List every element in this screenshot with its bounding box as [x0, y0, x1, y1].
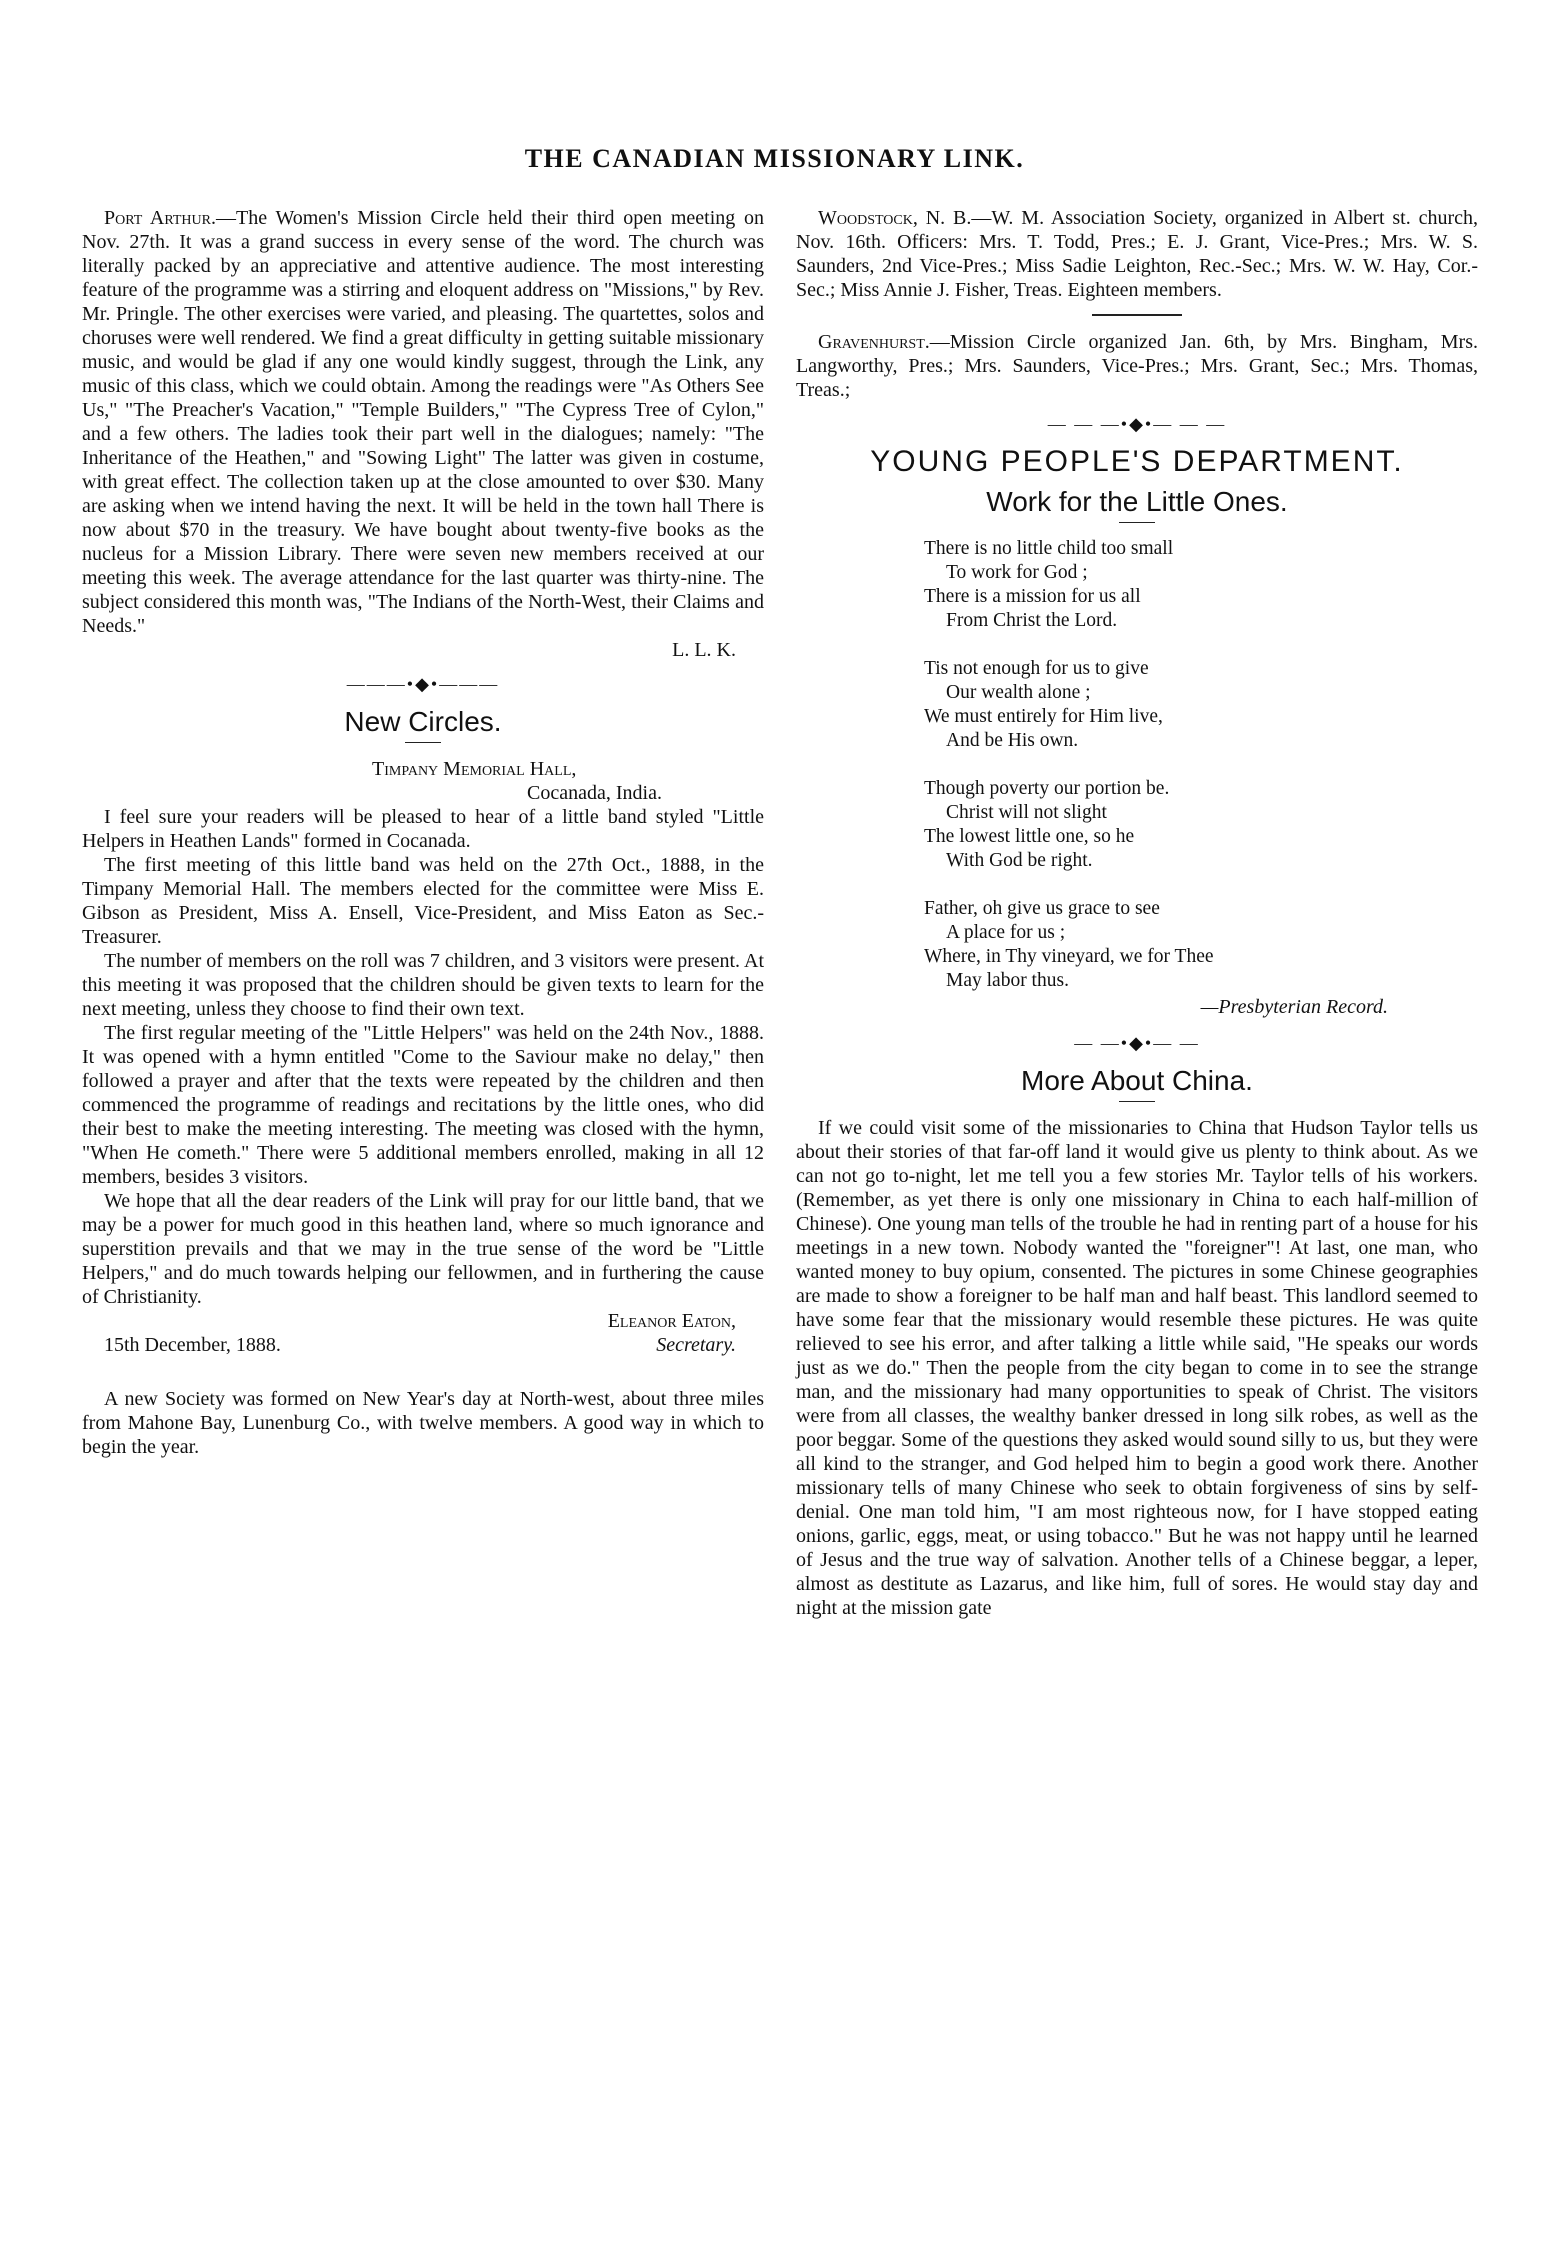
poem-stanza [924, 537, 1478, 633]
spacer [82, 1357, 764, 1387]
poem-line: Where, in Thy vineyard, we for Thee [924, 946, 1214, 967]
china-body: If we could visit some of the missionaries to China that Hudson Taylor tells us about their stories of that far-off land it would give us plenty to think about. As we can not go to-night, let me tell you a few stories Mr. Taylor tells of his workers. (Remember, as yet there is only one missionary in China to each half-million of Chinese). One young man tells of the trouble he had in renting part of a house for his meetings in a new town. Nobody wanted the "foreigner"! At last, one man, who wanted money to buy opium, consented. The pictures in some Chinese geographies are made to show a foreigner to be half man and half beast. This landlord seemed to have some fear that the missionary would resemble these pictures. He was quite relieved to see his error, and after talking a little while said, "He speaks our words just as we do." Then the people from the city began to come in to see the strange man, and the missionary had many opportunities to speak of Christ. The visitors were from all classes, the wealthy banker dressed in long silk robes, as well as the poor beggar. Some of the questions they asked would sound silly to us, but they were all kind to the stranger, and God helped him to begin a good work there. Another missionary tells of many Chinese who seek to obtain forgiveness of sins by self-denial. One man told him, "I am most righteous now, for I have stopped eating onions, garlic, eggs, meat, or using tobacco." But he was not happy until he learned of Jesus and the true way of salvation. Another tells of a Chinese beggar, a leper, almost as destitute as Lazarus, and like him, full of sores. He would stay day and night at the mission gate [796, 1117, 1478, 1619]
poem-credit: —Presbyterian Record. [1200, 996, 1388, 1018]
poem-line: May labor thus. [946, 970, 1069, 991]
separator-ornament: ———•◆•——— [346, 674, 500, 694]
poem-title: Work for the Little Ones. [986, 486, 1288, 517]
new-circles-paragraph: The number of members on the roll was 7 children, and 3 visitors were present. At this meeting it was proposed that the children should be given texts to learn for the next meeting, unless they choose to find their own text. [82, 950, 764, 1020]
woodstock-report [796, 206, 1478, 302]
port-arthur-lead: Port Arthur. [104, 207, 216, 229]
port-arthur-report [82, 206, 764, 638]
divider [1092, 314, 1182, 316]
new-circles-paragraph: We hope that all the dear readers of the Link will pray for our little band, that we may be a power for much good in this heathen land, where so much ignorance and superstition prevails and that we may in the true sense of the word be "Little Helpers," and do much towards helping our fellowmen, and in furthering the cause of Christianity. [82, 1190, 764, 1308]
poem-line: The lowest little one, so he [924, 826, 1135, 847]
china-heading: More About China. [1021, 1065, 1253, 1096]
port-arthur-body: —The Women's Mission Circle held their third open meeting on Nov. 27th. It was a grand success in every sense of the word. The church was literally packed by an appreciative and attentive audience. The most interesting feature of the programme was a stirring and eloquent address on "Missions," by Rev. Mr. Pringle. The other exercises were varied, and pleasing. The quartettes, solos and choruses were well rendered. We find a great difficulty in getting suitable missionary music, and would be glad if any one would kindly suggest, through the Link, any music of this class, which we could obtain. Among the readings were "As Others See Us," "The Preacher's Vacation," "Temple Builders," "The Cypress Tree of Cylon," and a few others. The ladies took their part well in the dialogues; namely: "The Inheritance of the Heathen," and "Sowing Light" The latter was given in costume, with great effect. The collection taken up at the close amounted to over $30. Many are asking when we intend having the next. It will be held in the town hall There is now about $70 in the treasury. We have bought about twenty-five books as the nucleus for a Mission Library. There were seven new members received at our meeting this week. The average attendance for the last quarter was thirty-nine. The subject considered this month was, "The Indians of the North-West, their Claims and Needs." [82, 207, 764, 637]
left-column [82, 206, 764, 1459]
letter-date: 15th December, 1888. [104, 1334, 281, 1356]
poem-line: There is no little child too small [924, 538, 1174, 559]
new-circles-paragraph: I feel sure your readers will be pleased to hear of a little band styled "Little Helpers in Heathen Lands" formed in Cocanada. [82, 806, 764, 852]
gravenhurst-lead: Gravenhurst. [818, 331, 930, 353]
poem-line: Tis not enough for us to give [924, 658, 1149, 679]
poem-line: Though poverty our portion be. [924, 778, 1170, 799]
poem-line: Father, oh give us grace to see [924, 898, 1160, 919]
poem-line: A place for us ; [946, 922, 1066, 943]
poem-stanza [924, 777, 1478, 873]
page-title: THE CANADIAN MISSIONARY LINK. [524, 144, 1025, 173]
new-circles-paragraph: The first regular meeting of the "Little Helpers" was held on the 24th Nov., 1888. It was opened with a hymn entitled "Come to the Saviour make no delay," then followed a prayer and after that the texts were repeated by the children and then commenced the programme of readings and recitations by the little ones, who did their best to make the meeting interesting. The meeting was closed with the hymn, "When He cometh." There were 5 additional members enrolled, making in all 12 members, besides 3 visitors. [82, 1022, 764, 1188]
poem-stanza [924, 897, 1478, 993]
woodstock-body: —W. M. Association Society, organized in Albert st. church, Nov. 16th. Officers: Mrs. T. Todd, Pres.; E. J. Grant, Vice-Pres.; Mrs. W. S. Saunders, 2nd Vice-Pres.; Miss Sadie Leighton, Rec.-Sec.; Mrs. W. W. Hay, Cor.-Sec.; Miss Annie J. Fisher, Treas. Eighteen members. [796, 207, 1478, 301]
woodstock-lead: Woodstock, N. B. [818, 207, 972, 229]
letter-closing [82, 1333, 764, 1357]
letter-signature-title: Secretary. [656, 1334, 736, 1356]
gravenhurst-body: —Mission Circle organized Jan. 6th, by Mrs. Bingham, Mrs. Langworthy, Pres.; Mrs. Saunders, Vice-Pres.; Mrs. Grant, Sec.; Mrs. Thomas, Treas.; [796, 331, 1478, 401]
poem-line: Christ will not slight [946, 802, 1107, 823]
poem-stanza [924, 657, 1478, 753]
divider [1119, 1101, 1155, 1102]
divider [405, 742, 441, 743]
letter-address-line-2: Cocanada, India. [527, 782, 662, 804]
poem [796, 537, 1478, 993]
new-society-notice: A new Society was formed on New Year's day at North-west, about three miles from Mahone Bay, Lunenburg Co., with twelve members. A good way in which to begin the year. [82, 1388, 764, 1458]
department-heading: YOUNG PEOPLE'S DEPARTMENT. [870, 445, 1404, 478]
poem-line: From Christ the Lord. [946, 610, 1118, 631]
letter-address-line-1: Timpany Memorial Hall, [372, 758, 577, 780]
poem-line: With God be right. [946, 850, 1093, 871]
letter-signature-name: Eleanor Eaton, [607, 1310, 736, 1332]
port-arthur-signature: L. L. K. [672, 639, 736, 661]
poem-line: And be His own. [946, 730, 1079, 751]
right-column [796, 206, 1478, 1620]
new-circles-paragraph: The first meeting of this little band was held on the 27th Oct., 1888, in the Timpany Memorial Hall. The members elected for the committee were Miss E. Gibson as President, Miss A. Ensell, Vice-President, and Miss Eaton as Sec.-Treasurer. [82, 854, 764, 948]
separator-ornament: — — —•◆•— — — [1047, 414, 1227, 434]
separator-ornament: — —•◆•— — [1074, 1033, 1200, 1053]
gravenhurst-report [796, 330, 1478, 402]
poem-line: Our wealth alone ; [946, 682, 1091, 703]
poem-line: There is a mission for us all [924, 586, 1141, 607]
poem-line: To work for God ; [946, 562, 1088, 583]
new-circles-heading: New Circles. [344, 706, 502, 737]
divider [1119, 522, 1155, 523]
poem-line: We must entirely for Him live, [924, 706, 1163, 727]
